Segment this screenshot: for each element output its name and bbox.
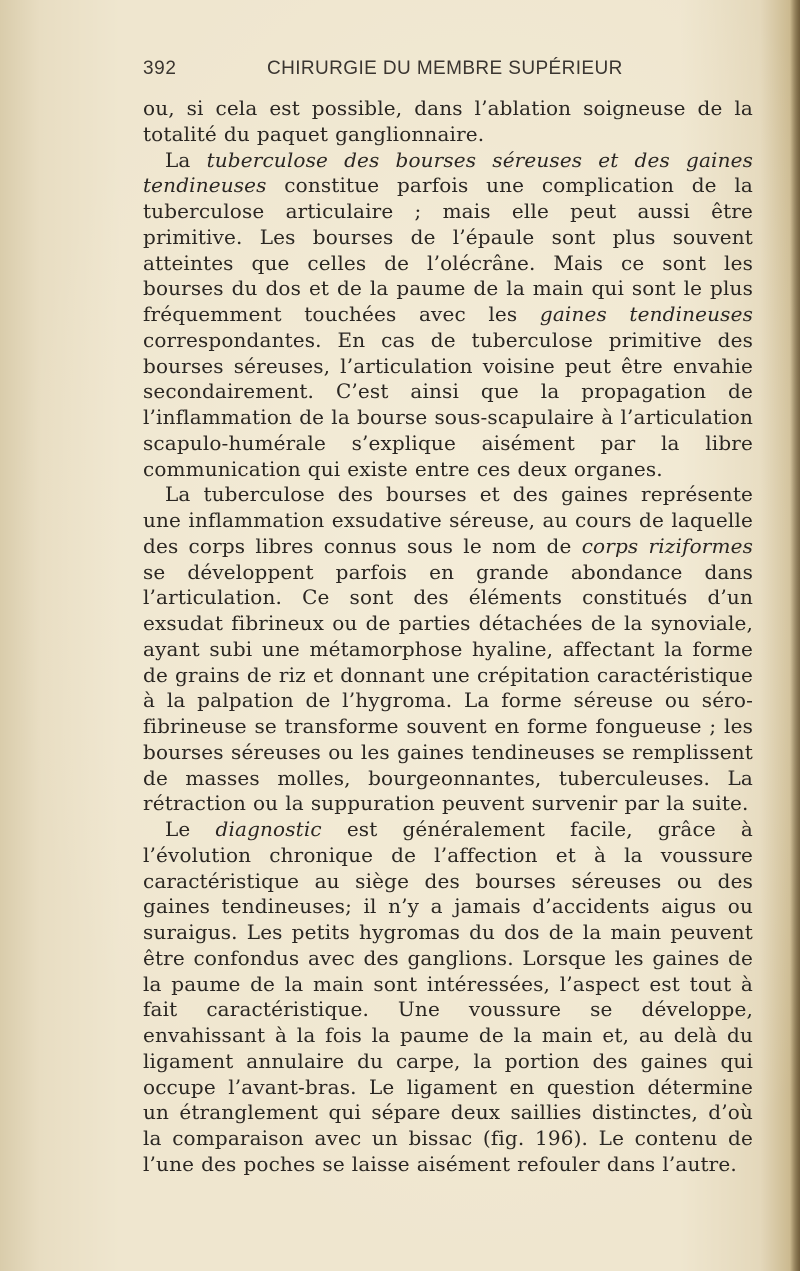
page-number: 392 bbox=[143, 58, 177, 79]
paragraph-text: se développent parfois en grande abondance dans l’articulation. Ce sont des éléments constitués d’un exsudat fibrineux ou de parties détachées de la synoviale, ayant subi une métamorphose hyaline, affectant la forme de grains de riz et donnant une crépitation caractéristique à la palpation de l’hygroma. La forme séreuse ou séro-fibrineuse se transforme souvent en forme fongueuse ; les bourses séreuses ou les gaines tendineuses se remplissent de masses molles, bourgeonnantes, tuberculeuses. La rétraction ou la suppuration peuvent survenir par la suite. bbox=[143, 559, 753, 816]
italic-term: corps riziformes bbox=[581, 533, 753, 558]
italic-term: diagnostic bbox=[215, 817, 322, 841]
paragraph-corps-riziformes bbox=[143, 482, 753, 817]
paragraph-diagnostic bbox=[143, 817, 753, 1178]
paragraph-text: Le bbox=[165, 817, 216, 841]
paragraph-tuberculose-bourses bbox=[143, 148, 753, 483]
paragraph-text: est généralement facile, grâce à l’évolution chronique de l’affection et à la voussure caractéristique au siège des bourses séreuses ou des gaines tendineuses; il n’y a jamais d’accidents aigus ou suraigus. Les petits hygromas du dos de la main peuvent être confondus avec des ganglions. Lorsque les gaines de la paume de la main sont intéressées, l’aspect est tout à fait caractéristique. Une voussure se développe, envahissant à la fois la paume de la main et, au delà du ligament annulaire du carpe, la portion des gaines qui occupe l’avant-bras. Le ligament en question détermine un étranglement qui sépare deux saillies distinctes, d’où la comparaison avec un bissac (fig. 196). Le contenu de l’une des poches se laisse aisément refouler dans l’autre. bbox=[143, 817, 753, 1176]
paragraph-text: La bbox=[165, 147, 207, 172]
paragraph-continuation bbox=[143, 96, 753, 148]
paragraph-text: ou, si cela est possible, dans l’ablation soigneuse de la totalité du paquet ganglionnaire. bbox=[143, 96, 753, 146]
page-header bbox=[143, 58, 753, 88]
running-title: CHIRURGIE DU MEMBRE SUPÉRIEUR bbox=[267, 58, 623, 79]
italic-term: gaines tendineuses bbox=[539, 302, 753, 326]
paragraph-text: correspondantes. En cas de tuberculose primitive des bourses séreuses, l’articulation voisine peut être envahie secondairement. C’est ainsi que la propagation de l’inflammation de la bourse sous-scapulaire à l’articulation scapulo-humérale s’explique aisément par la libre communication qui existe entre ces deux organes. bbox=[143, 327, 753, 481]
paragraph-text: constitue parfois une complication de la tuberculose articulaire ; mais elle peut aussi être primitive. Les bourses de l’épaule sont plus souvent atteintes que celles de l’olécrâne. Mais ce sont les bourses du dos et de la paume de la main qui sont le plus fréquemment touchées avec les bbox=[143, 173, 753, 326]
body-text bbox=[143, 96, 753, 1178]
italic-term: tuberculose des bourses séreuses et des gaines tendineuses bbox=[143, 147, 753, 198]
paragraph-text: La tuberculose des bourses et des gaines représente une inflammation exsudative séreuse, au cours de laquelle des corps libres connus sous le nom de bbox=[143, 482, 753, 558]
